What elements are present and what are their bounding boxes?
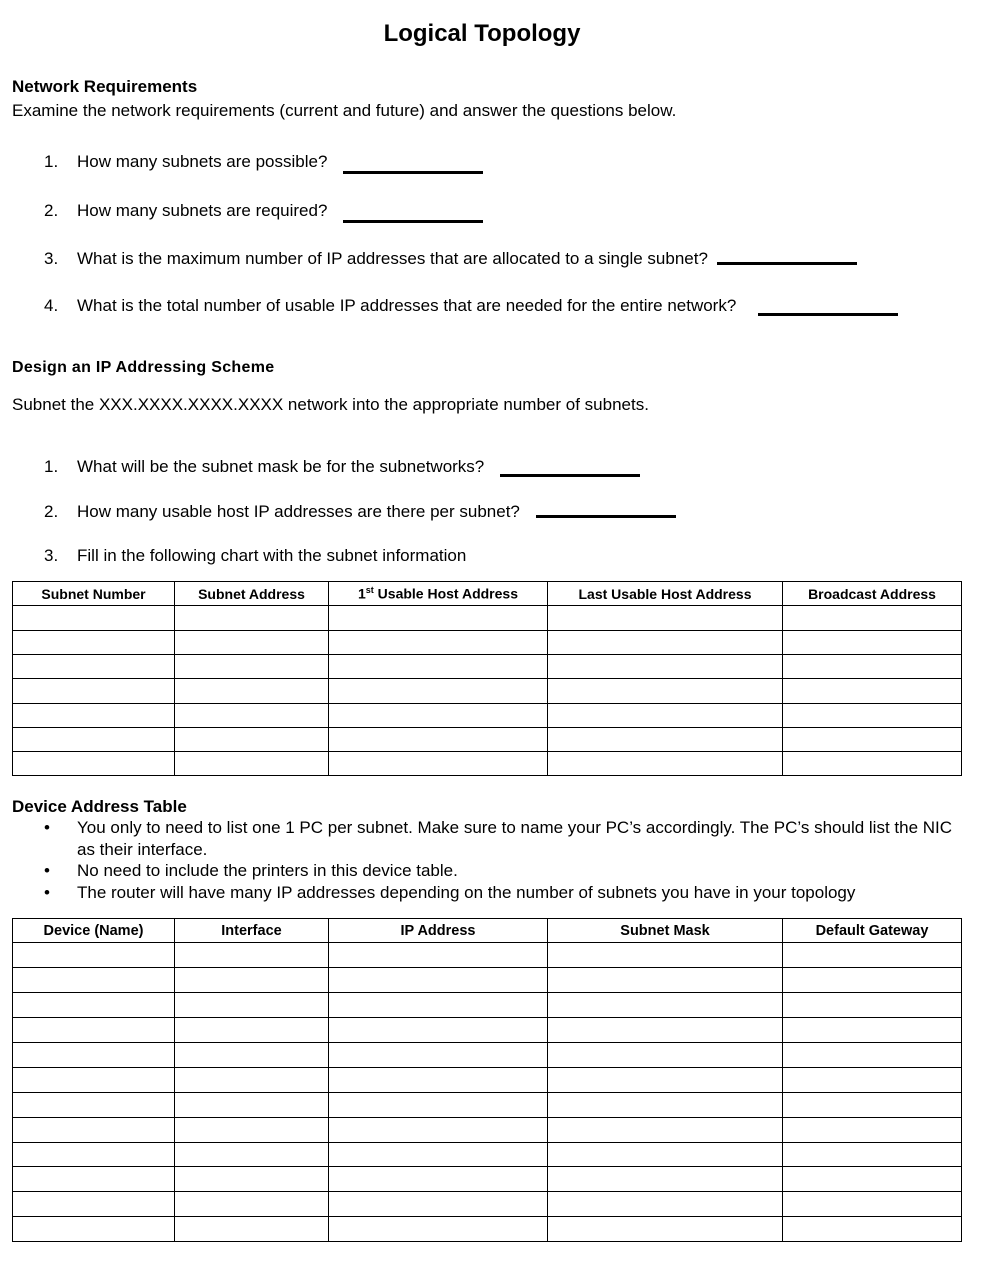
requirement-question-4 xyxy=(44,296,898,316)
subnet-table-body xyxy=(13,606,962,776)
table-row xyxy=(13,1042,962,1067)
table-cell[interactable] xyxy=(329,654,548,678)
table-cell[interactable] xyxy=(13,1092,175,1117)
table-cell[interactable] xyxy=(175,943,329,968)
design-intro: Subnet the XXX.XXXX.XXXX.XXXX network into the appropriate number of subnets. xyxy=(12,395,649,414)
table-cell[interactable] xyxy=(175,1192,329,1217)
table-cell[interactable] xyxy=(548,1167,783,1192)
table-cell[interactable] xyxy=(329,1092,548,1117)
table-cell[interactable] xyxy=(783,1067,962,1092)
table-cell[interactable] xyxy=(13,1217,175,1242)
question-number: 3. xyxy=(44,546,59,565)
header-ip-address: IP Address xyxy=(329,919,548,943)
header-device-name: Device (Name) xyxy=(13,919,175,943)
question-number: 2. xyxy=(44,201,59,220)
answer-blank[interactable] xyxy=(536,503,676,518)
requirement-question-1 xyxy=(44,152,483,174)
device-table-body xyxy=(13,943,962,1242)
question-text: What is the total number of usable IP addresses that are needed for the entire network? xyxy=(77,296,737,315)
table-cell[interactable] xyxy=(13,679,175,703)
header-first-usable-host xyxy=(329,582,548,606)
table-cell[interactable] xyxy=(783,1042,962,1067)
table-header-row xyxy=(13,919,962,943)
table-cell[interactable] xyxy=(13,654,175,678)
table-cell[interactable] xyxy=(548,1092,783,1117)
table-cell[interactable] xyxy=(329,630,548,654)
table-cell[interactable] xyxy=(329,1018,548,1043)
header-first-usable-suffix: st xyxy=(365,585,374,596)
design-question-3 xyxy=(44,546,466,566)
question-text: Fill in the following chart with the subnet information xyxy=(77,546,467,565)
bullet-dot: • xyxy=(44,861,50,880)
table-cell[interactable] xyxy=(329,1067,548,1092)
header-last-usable-host: Last Usable Host Address xyxy=(548,582,783,606)
table-cell[interactable] xyxy=(175,1067,329,1092)
table-cell[interactable] xyxy=(329,1042,548,1067)
table-cell[interactable] xyxy=(548,727,783,751)
table-cell[interactable] xyxy=(548,679,783,703)
table-cell[interactable] xyxy=(329,606,548,630)
table-cell[interactable] xyxy=(548,1217,783,1242)
table-cell[interactable] xyxy=(13,968,175,993)
table-cell[interactable] xyxy=(329,993,548,1018)
table-row xyxy=(13,943,962,968)
table-cell[interactable] xyxy=(783,1142,962,1167)
requirement-question-3 xyxy=(44,249,857,269)
table-row xyxy=(13,1217,962,1242)
table-cell[interactable] xyxy=(548,943,783,968)
table-row xyxy=(13,727,962,751)
table-cell[interactable] xyxy=(175,968,329,993)
table-cell[interactable] xyxy=(175,630,329,654)
table-row xyxy=(13,968,962,993)
table-cell[interactable] xyxy=(175,703,329,727)
bullet-text: No need to include the printers in this device table. xyxy=(77,861,458,880)
table-cell[interactable] xyxy=(175,993,329,1018)
table-row xyxy=(13,1167,962,1192)
table-cell[interactable] xyxy=(329,727,548,751)
answer-blank[interactable] xyxy=(343,208,483,223)
table-cell[interactable] xyxy=(175,1142,329,1167)
design-question-1 xyxy=(44,457,640,477)
table-cell[interactable] xyxy=(548,752,783,776)
table-cell[interactable] xyxy=(329,1217,548,1242)
bullet-dot: • xyxy=(44,882,50,902)
table-cell[interactable] xyxy=(13,1117,175,1142)
table-cell[interactable] xyxy=(175,606,329,630)
answer-blank[interactable] xyxy=(758,301,898,316)
table-cell[interactable] xyxy=(13,1067,175,1092)
question-text: What will be the subnet mask be for the subnetworks? xyxy=(77,457,485,476)
table-cell[interactable] xyxy=(175,1117,329,1142)
question-text: How many subnets are possible? xyxy=(77,152,328,171)
table-cell[interactable] xyxy=(329,1117,548,1142)
table-cell[interactable] xyxy=(548,993,783,1018)
header-subnet-mask: Subnet Mask xyxy=(548,919,783,943)
table-cell[interactable] xyxy=(548,968,783,993)
table-cell[interactable] xyxy=(13,752,175,776)
bullet-item xyxy=(44,817,954,860)
table-cell[interactable] xyxy=(329,1167,548,1192)
table-row xyxy=(13,1142,962,1167)
table-cell[interactable] xyxy=(13,1142,175,1167)
table-cell[interactable] xyxy=(329,752,548,776)
table-cell[interactable] xyxy=(783,993,962,1018)
header-subnet-number: Subnet Number xyxy=(13,582,175,606)
table-row xyxy=(13,679,962,703)
table-cell[interactable] xyxy=(548,606,783,630)
answer-blank[interactable] xyxy=(343,159,483,174)
table-cell[interactable] xyxy=(13,1042,175,1067)
table-cell[interactable] xyxy=(783,968,962,993)
table-cell[interactable] xyxy=(783,943,962,968)
table-cell[interactable] xyxy=(548,703,783,727)
table-cell[interactable] xyxy=(329,968,548,993)
question-number: 1. xyxy=(44,457,59,476)
header-first-usable-num: 1 xyxy=(357,586,366,603)
table-cell[interactable] xyxy=(175,727,329,751)
table-cell[interactable] xyxy=(548,1067,783,1092)
header-subnet-address: Subnet Address xyxy=(175,582,329,606)
table-cell[interactable] xyxy=(548,1042,783,1067)
table-cell[interactable] xyxy=(175,679,329,703)
table-cell[interactable] xyxy=(329,943,548,968)
table-cell[interactable] xyxy=(13,943,175,968)
bullet-item xyxy=(44,882,954,904)
table-cell[interactable] xyxy=(548,1142,783,1167)
table-row xyxy=(13,630,962,654)
table-cell[interactable] xyxy=(783,679,962,703)
table-cell[interactable] xyxy=(548,654,783,678)
table-cell[interactable] xyxy=(548,1117,783,1142)
table-cell[interactable] xyxy=(13,727,175,751)
table-cell[interactable] xyxy=(329,703,548,727)
header-default-gateway: Default Gateway xyxy=(783,919,962,943)
device-table-heading: Device Address Table xyxy=(12,797,187,816)
table-cell[interactable] xyxy=(783,1117,962,1142)
table-cell[interactable] xyxy=(13,630,175,654)
header-first-usable-label: Usable Host Address xyxy=(373,586,518,603)
table-cell[interactable] xyxy=(13,703,175,727)
table-row xyxy=(13,654,962,678)
bullet-text: You only to need to list one 1 PC per subnet. Make sure to name your PC’s accordingly. The PC’s should list the NIC as their interface. xyxy=(77,818,953,859)
table-cell[interactable] xyxy=(175,654,329,678)
question-text: How many subnets are required? xyxy=(77,201,328,220)
table-cell[interactable] xyxy=(329,679,548,703)
table-cell[interactable] xyxy=(329,1142,548,1167)
table-cell[interactable] xyxy=(548,1018,783,1043)
table-cell[interactable] xyxy=(13,606,175,630)
table-cell[interactable] xyxy=(783,1167,962,1192)
question-number: 4. xyxy=(44,296,59,315)
device-address-table xyxy=(12,918,962,1242)
table-cell[interactable] xyxy=(175,752,329,776)
table-cell[interactable] xyxy=(783,1217,962,1242)
table-row xyxy=(13,993,962,1018)
table-row xyxy=(13,606,962,630)
table-cell[interactable] xyxy=(13,1167,175,1192)
table-cell[interactable] xyxy=(548,630,783,654)
table-cell[interactable] xyxy=(175,1167,329,1192)
question-number: 2. xyxy=(44,502,59,521)
requirement-question-2 xyxy=(44,201,483,223)
table-cell[interactable] xyxy=(783,727,962,751)
answer-blank[interactable] xyxy=(717,250,857,265)
device-bullets xyxy=(44,817,954,903)
table-row xyxy=(13,1018,962,1043)
subnet-table xyxy=(12,581,962,776)
table-cell[interactable] xyxy=(548,1192,783,1217)
table-row xyxy=(13,1067,962,1092)
table-row xyxy=(13,1117,962,1142)
table-cell[interactable] xyxy=(783,1092,962,1117)
table-cell[interactable] xyxy=(13,1018,175,1043)
table-row xyxy=(13,1192,962,1217)
table-cell[interactable] xyxy=(783,703,962,727)
question-number: 1. xyxy=(44,152,59,171)
header-broadcast-address: Broadcast Address xyxy=(783,582,962,606)
bullet-item xyxy=(44,860,954,882)
table-cell[interactable] xyxy=(175,1042,329,1067)
table-row xyxy=(13,1092,962,1117)
bullet-dot: • xyxy=(44,818,50,837)
question-text: What is the maximum number of IP addresses that are allocated to a single subnet? xyxy=(77,249,708,268)
table-cell[interactable] xyxy=(783,654,962,678)
table-cell[interactable] xyxy=(783,630,962,654)
question-text: How many usable host IP addresses are there per subnet? xyxy=(77,502,520,521)
network-requirements-heading: Network Requirements xyxy=(12,77,198,96)
answer-blank[interactable] xyxy=(500,462,640,477)
page-title: Logical Topology xyxy=(383,20,581,47)
table-cell[interactable] xyxy=(783,1018,962,1043)
question-number: 3. xyxy=(44,249,59,268)
table-cell[interactable] xyxy=(783,1192,962,1217)
table-cell[interactable] xyxy=(329,1192,548,1217)
table-cell[interactable] xyxy=(783,752,962,776)
table-cell[interactable] xyxy=(175,1018,329,1043)
table-cell[interactable] xyxy=(13,1192,175,1217)
table-cell[interactable] xyxy=(783,606,962,630)
table-cell[interactable] xyxy=(175,1092,329,1117)
header-interface: Interface xyxy=(175,919,329,943)
table-cell[interactable] xyxy=(13,993,175,1018)
bullet-text: The router will have many IP addresses depending on the number of subnets you have in your topology xyxy=(77,882,856,902)
table-cell[interactable] xyxy=(175,1217,329,1242)
design-heading: Design an IP Addressing Scheme xyxy=(12,359,275,376)
network-requirements-intro: Examine the network requirements (current and future) and answer the questions below. xyxy=(12,101,677,120)
design-question-2 xyxy=(44,502,676,522)
table-row xyxy=(13,703,962,727)
table-row xyxy=(13,752,962,776)
table-header-row xyxy=(13,582,962,606)
